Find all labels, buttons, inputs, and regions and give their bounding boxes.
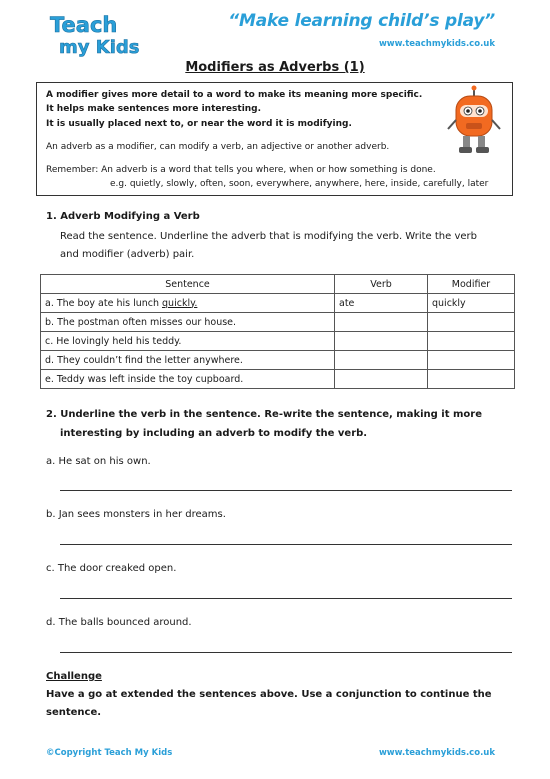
question-b: b. Jan sees monsters in her dreams. xyxy=(46,509,226,520)
header-website-link[interactable]: www.teachmykids.co.uk xyxy=(378,39,495,49)
header-sentence: Sentence xyxy=(41,275,335,294)
modifier-answer-cell[interactable] xyxy=(428,351,515,370)
header-verb: Verb xyxy=(335,275,428,294)
question-d: d. The balls bounced around. xyxy=(46,617,192,628)
definition-line-1: A modifier gives more detail to a word to make its meaning more specific. xyxy=(46,90,423,100)
teach-my-kids-logo xyxy=(47,11,140,58)
challenge-heading: Challenge xyxy=(46,671,102,682)
section1-heading: 1. Adverb Modifying a Verb xyxy=(46,211,200,222)
logo-line2: my Kids xyxy=(59,37,140,58)
section1-instruction-1: Read the sentence. Underline the adverb that is modifying the verb. Write the verb xyxy=(60,231,478,242)
section2-heading-1: 2. Underline the verb in the sentence. Re-write the sentence, making it more xyxy=(46,409,483,420)
sentence-cell[interactable]: d. They couldn’t find the letter anywhere. xyxy=(41,351,335,370)
answer-line-b[interactable] xyxy=(60,544,512,545)
verb-answer-cell[interactable] xyxy=(335,370,428,389)
challenge-text-1: Have a go at extended the sentences above. Use a conjunction to continue the xyxy=(46,689,492,700)
examples-note: e.g. quietly, slowly, often, soon, everywhere, anywhere, here, inside, carefully, later xyxy=(110,179,489,189)
footer-website-link[interactable]: www.teachmykids.co.uk xyxy=(378,748,495,758)
table-header-row xyxy=(41,275,515,294)
example-verb: ate xyxy=(335,294,428,313)
example-sentence: a. The boy ate his lunch quickly. xyxy=(41,294,335,313)
verb-answer-cell[interactable] xyxy=(335,332,428,351)
question-c: c. The door creaked open. xyxy=(46,563,177,574)
modifier-answer-cell[interactable] xyxy=(428,313,515,332)
header-modifier: Modifier xyxy=(428,275,515,294)
footer-copyright: ©Copyright Teach My Kids xyxy=(46,748,173,758)
answer-line-d[interactable] xyxy=(60,652,512,653)
sentence-cell[interactable]: b. The postman often misses our house. xyxy=(41,313,335,332)
question-a: a. He sat on his own. xyxy=(46,456,151,467)
modifier-answer-cell[interactable] xyxy=(428,332,515,351)
answer-line-c[interactable] xyxy=(60,598,512,599)
verb-answer-cell[interactable] xyxy=(335,351,428,370)
section2-heading-2: interesting by including an adverb to modify the verb. xyxy=(60,428,368,439)
definition-line-3: It is usually placed next to, or near the word it is modifying. xyxy=(46,119,352,129)
verb-answer-cell[interactable] xyxy=(335,313,428,332)
table-row xyxy=(41,370,515,389)
section1-instruction-2: and modifier (adverb) pair. xyxy=(60,249,195,260)
remember-note: Remember: An adverb is a word that tells you where, when or how something is done. xyxy=(46,165,436,175)
example-adverb: quickly. xyxy=(162,297,198,309)
example-modifier: quickly xyxy=(428,294,515,313)
page-title: Modifiers as Adverbs (1) xyxy=(185,60,365,75)
slogan: “Make learning child’s play” xyxy=(228,11,495,31)
table-row xyxy=(41,294,515,313)
logo-line1: Teach xyxy=(50,13,118,37)
challenge-text-2: sentence. xyxy=(46,707,102,718)
definition-line-2: It helps make sentences more interesting. xyxy=(46,104,262,114)
adverb-note: An adverb as a modifier, can modify a verb, an adjective or another adverb. xyxy=(46,142,390,152)
modifier-answer-cell[interactable] xyxy=(428,370,515,389)
verb-modifier-table xyxy=(40,274,515,389)
sentence-cell[interactable]: c. He lovingly held his teddy. xyxy=(41,332,335,351)
sentence-cell[interactable]: e. Teddy was left inside the toy cupboard. xyxy=(41,370,335,389)
definition-box xyxy=(36,82,513,196)
table-row xyxy=(41,351,515,370)
table-row xyxy=(41,313,515,332)
table-row xyxy=(41,332,515,351)
answer-line-a[interactable] xyxy=(60,490,512,491)
robot-icon xyxy=(446,85,502,157)
